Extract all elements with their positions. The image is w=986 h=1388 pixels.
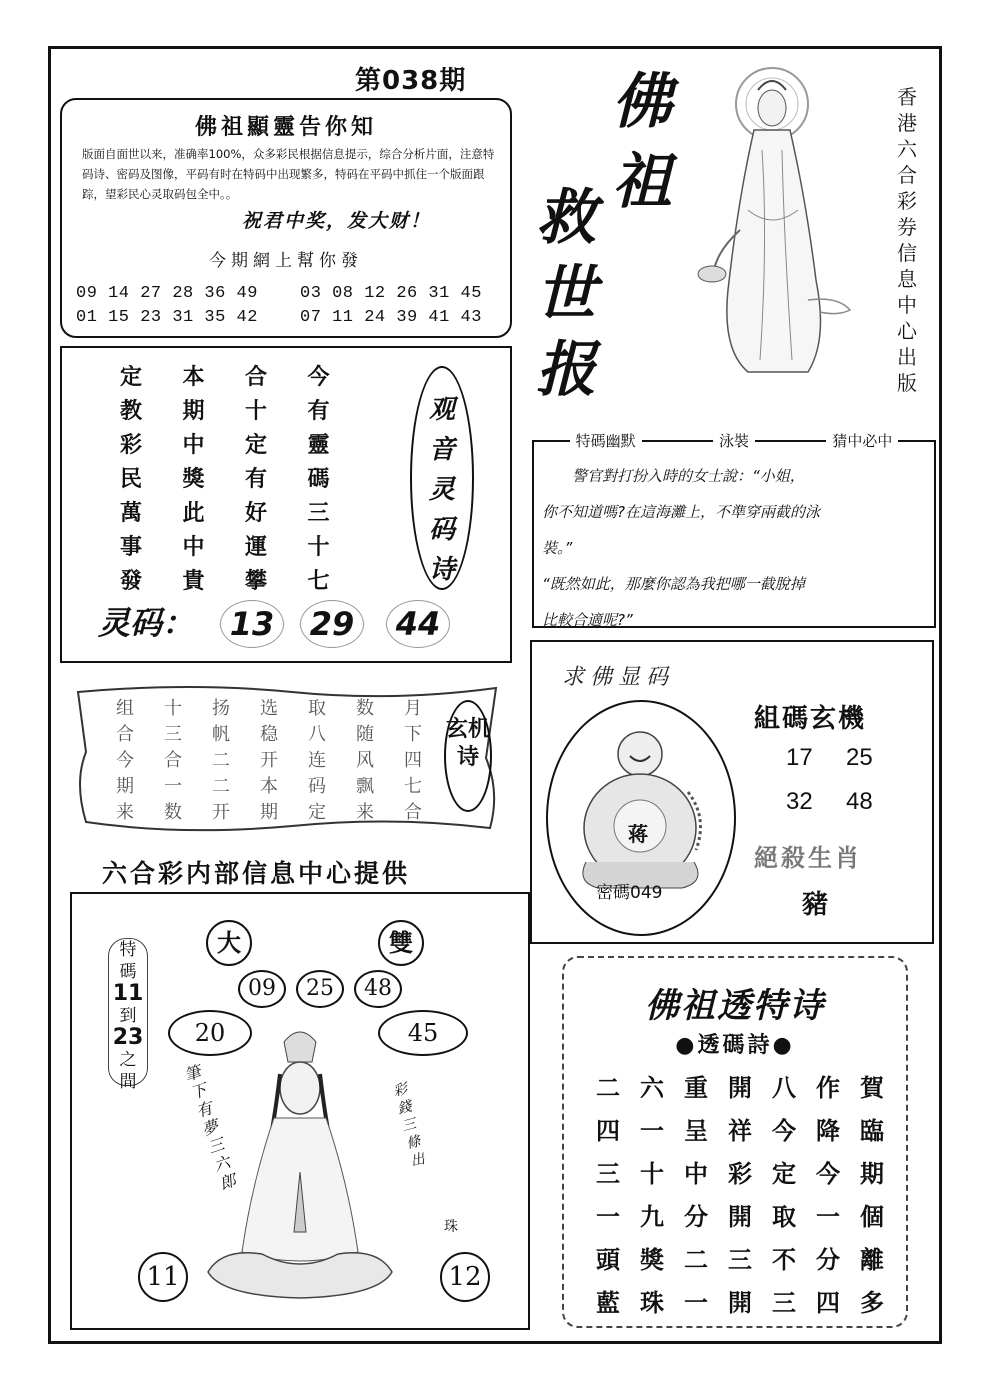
special-poem-char: 彩 bbox=[728, 1160, 752, 1188]
poem-row bbox=[120, 530, 370, 564]
xuanji-char: 取 bbox=[308, 698, 326, 719]
poem-char: 十 bbox=[307, 535, 330, 560]
special-poem-grid bbox=[586, 1068, 894, 1326]
xuanji-char: 一 bbox=[164, 776, 182, 797]
joke-line: 你不知道嗎?在這海灘上，不準穿兩截的泳 bbox=[542, 503, 820, 521]
special-poem-row bbox=[586, 1197, 894, 1240]
special-poem-char: 一 bbox=[684, 1289, 708, 1317]
poem-char: 碼 bbox=[307, 467, 330, 492]
xuanji-char: 连 bbox=[308, 750, 326, 771]
xuanji-char: 选 bbox=[260, 698, 278, 719]
poem-char: 攀 bbox=[245, 569, 268, 594]
special-poem-char: 藍 bbox=[596, 1289, 620, 1317]
special-poem-char: 珠 bbox=[640, 1289, 664, 1317]
special-poem-char: 三 bbox=[728, 1246, 752, 1274]
special-poem-char: 獎 bbox=[640, 1246, 664, 1274]
title-char-5: 报 bbox=[536, 335, 596, 405]
special-poem-char: 祥 bbox=[728, 1117, 752, 1145]
xuanji-char: 今 bbox=[116, 750, 134, 771]
xuanji-oval bbox=[444, 700, 492, 812]
poem-row bbox=[120, 360, 370, 394]
lingma-number: 44 bbox=[386, 600, 450, 648]
special-poem-char: 定 bbox=[772, 1160, 796, 1188]
xuanji-char: 稳 bbox=[260, 724, 278, 745]
lingma-number: 29 bbox=[300, 600, 364, 648]
top-number-circle: 25 bbox=[296, 970, 344, 1008]
numbers-right-1: 03 08 12 26 31 45 bbox=[300, 284, 482, 303]
poem-char: 貴 bbox=[182, 569, 205, 594]
top-number-circle: 48 bbox=[354, 970, 402, 1008]
special-poem-char: 頭 bbox=[596, 1246, 620, 1274]
tema-char: 間 bbox=[119, 1072, 137, 1092]
xuanji-char: 来 bbox=[116, 802, 134, 823]
xuanji-row bbox=[116, 694, 452, 720]
xuanji-char: 二 bbox=[212, 750, 230, 771]
poem-char: 中 bbox=[182, 433, 205, 458]
special-poem-char: 十 bbox=[640, 1160, 664, 1188]
title-char-2: 祖 bbox=[612, 147, 672, 217]
special-poem-row bbox=[586, 1068, 894, 1111]
right-verse: 彩錢三條出 bbox=[391, 1081, 427, 1170]
tema-char: 之 bbox=[119, 1050, 137, 1070]
xuanji-char: 扬 bbox=[212, 698, 230, 719]
left-number-oval: 20 bbox=[168, 1010, 252, 1056]
special-poem-char: 開 bbox=[728, 1289, 752, 1317]
poem-char: 此 bbox=[182, 501, 205, 526]
zuma-title: 組碼玄機 bbox=[754, 704, 867, 734]
special-poem-char: 四 bbox=[596, 1117, 620, 1145]
special-poem-title: 佛祖透特诗 bbox=[645, 986, 825, 1026]
poem-row bbox=[120, 428, 370, 462]
special-poem-char: 一 bbox=[640, 1117, 664, 1145]
xuanji-char: 期 bbox=[116, 776, 134, 797]
buddha-code-box bbox=[530, 640, 934, 944]
special-poem-char: 二 bbox=[596, 1074, 620, 1102]
xuanji-char: 下 bbox=[404, 724, 422, 745]
poem-char: 運 bbox=[245, 535, 268, 560]
info-center-line: 六合彩内部信息中心提供 bbox=[102, 859, 411, 888]
tema-char: 碼 bbox=[119, 962, 137, 982]
xuanji-row bbox=[116, 746, 452, 772]
special-poem-char: 一 bbox=[596, 1203, 620, 1231]
special-poem-char: 六 bbox=[640, 1074, 664, 1102]
special-poem-box bbox=[562, 956, 908, 1328]
right-number-oval: 45 bbox=[378, 1010, 468, 1056]
special-poem-char: 今 bbox=[772, 1117, 796, 1145]
jueshao-label: 絕殺生肖 bbox=[754, 844, 862, 872]
xuanji-char: 四 bbox=[404, 750, 422, 771]
zuma-number: 48 bbox=[846, 788, 873, 815]
xuanji-row bbox=[116, 720, 452, 746]
xuanji-char: 定 bbox=[308, 802, 326, 823]
joke-text bbox=[542, 458, 928, 638]
maitreya-illustration bbox=[568, 722, 714, 892]
xuanji-char: 开 bbox=[260, 750, 278, 771]
special-poem-char: 期 bbox=[860, 1160, 884, 1188]
joke-header-item: 特碼幽默 bbox=[570, 430, 642, 451]
poem-row bbox=[120, 394, 370, 428]
xuanji-char: 十 bbox=[164, 698, 182, 719]
zuma-number: 17 bbox=[786, 744, 813, 771]
special-poem-char: 重 bbox=[684, 1074, 708, 1102]
numbers-right-2: 07 11 24 39 41 43 bbox=[300, 308, 482, 327]
xuanji-scroll bbox=[72, 682, 502, 832]
poem-char: 定 bbox=[245, 433, 268, 458]
xuanji-char: 八 bbox=[308, 724, 326, 745]
top-number-circle: 09 bbox=[238, 970, 286, 1008]
publisher-vertical-text: 香港六合彩券信息中心出版 bbox=[897, 85, 917, 395]
poem-char: 本 bbox=[182, 365, 205, 390]
joke-line: 裝。” bbox=[542, 539, 573, 557]
poem-grid bbox=[120, 360, 370, 598]
special-poem-char: 今 bbox=[816, 1160, 840, 1188]
intro-box bbox=[60, 98, 512, 338]
poem-char: 好 bbox=[245, 501, 268, 526]
joke-header bbox=[534, 430, 934, 451]
tema-to: 23 bbox=[112, 1025, 144, 1050]
poem-char: 萬 bbox=[120, 501, 143, 526]
xuanji-row bbox=[116, 798, 452, 824]
zodiac-pig: 豬 bbox=[802, 890, 829, 920]
poem-char: 定 bbox=[120, 365, 143, 390]
tema-char: 特 bbox=[119, 940, 137, 960]
poem-char: 今 bbox=[307, 365, 330, 390]
special-poem-char: 呈 bbox=[684, 1117, 708, 1145]
poem-char: 七 bbox=[307, 569, 330, 594]
poem-char: 彩 bbox=[120, 433, 143, 458]
joke-line: 警官對打扮入時的女士說：“小姐， bbox=[572, 467, 805, 485]
xuanji-char: 期 bbox=[260, 802, 278, 823]
tema-from: 11 bbox=[112, 981, 144, 1006]
special-poem-char: 不 bbox=[772, 1246, 796, 1274]
joke-box bbox=[532, 432, 936, 629]
zuma-number: 25 bbox=[846, 744, 873, 771]
xuanji-char: 三 bbox=[164, 724, 182, 745]
special-poem-char: 降 bbox=[816, 1117, 840, 1145]
special-poem-char: 取 bbox=[772, 1203, 796, 1231]
intro-subtitle: 今期網上幫你發 bbox=[209, 251, 363, 271]
special-poem-char: 個 bbox=[860, 1203, 884, 1231]
big-circle: 大 bbox=[206, 920, 252, 966]
xuanji-char: 随 bbox=[356, 724, 374, 745]
bottom-left-number-circle: 11 bbox=[138, 1252, 188, 1302]
xuanji-char: 合 bbox=[404, 802, 422, 823]
mima-text: 密碼049 bbox=[596, 883, 663, 903]
special-poem-row bbox=[586, 1154, 894, 1197]
xuanji-char: 数 bbox=[164, 802, 182, 823]
lingma-label: 灵码： bbox=[98, 604, 195, 642]
poem-row bbox=[120, 496, 370, 530]
special-poem-char: 四 bbox=[816, 1289, 840, 1317]
xuanji-title: 玄机诗 bbox=[446, 717, 491, 770]
joke-line: “既然如此，那麼你認為我把哪一截脫掉 bbox=[542, 575, 805, 593]
special-poem-char: 分 bbox=[816, 1246, 840, 1274]
guanyin-standing-illustration bbox=[688, 60, 856, 382]
seal-character: 蒋 bbox=[628, 822, 648, 846]
poem-box bbox=[60, 346, 512, 663]
xuanji-char: 风 bbox=[356, 750, 374, 771]
xuanji-char: 二 bbox=[212, 776, 230, 797]
poem-char: 靈 bbox=[307, 433, 330, 458]
special-poem-char: 一 bbox=[816, 1203, 840, 1231]
poem-char: 期 bbox=[182, 399, 205, 424]
special-poem-subtitle: ●透碼詩● bbox=[675, 1033, 795, 1058]
poem-char: 事 bbox=[120, 535, 143, 560]
lingma-number: 13 bbox=[220, 600, 284, 648]
intro-title: 佛祖顯靈告你知 bbox=[194, 115, 377, 140]
issue-number: 第038期 bbox=[355, 66, 467, 96]
poem-char: 有 bbox=[307, 399, 330, 424]
xuanji-char: 本 bbox=[260, 776, 278, 797]
title-char-4: 世 bbox=[536, 259, 596, 329]
special-poem-char: 賀 bbox=[860, 1074, 884, 1102]
double-circle: 雙 bbox=[378, 920, 424, 966]
joke-header-item: 泳裝 bbox=[713, 430, 755, 451]
intro-body: 版面自面世以来，准确率100%，众多彩民根据信息提示，综合分析片面，注意特码诗、密码及图像，平码有时在特码中出现繁多，特码在平码中抓住一个版面跟踪，望彩民心灵取码包全中。。 bbox=[82, 147, 495, 201]
guanyin-poem-oval bbox=[410, 366, 474, 590]
xuanji-grid bbox=[116, 694, 452, 824]
zuma-number: 32 bbox=[786, 788, 813, 815]
title-char-3: 救 bbox=[536, 183, 596, 253]
guanyin-poem-title: 观音灵码诗 bbox=[428, 395, 455, 585]
poem-char: 獎 bbox=[182, 467, 205, 492]
poem-char: 發 bbox=[120, 569, 143, 594]
special-poem-char: 三 bbox=[596, 1160, 620, 1188]
right-verse-end: 珠 bbox=[444, 1219, 458, 1235]
special-poem-char: 八 bbox=[772, 1074, 796, 1102]
special-poem-char: 開 bbox=[728, 1074, 752, 1102]
xuanji-char: 帆 bbox=[212, 724, 230, 745]
xuanji-char: 数 bbox=[356, 698, 374, 719]
poem-row bbox=[120, 564, 370, 598]
xuanji-char: 码 bbox=[308, 776, 326, 797]
special-poem-char: 分 bbox=[684, 1203, 708, 1231]
xuanji-char: 组 bbox=[116, 698, 134, 719]
xuanji-char: 飘 bbox=[356, 776, 374, 797]
special-poem-char: 中 bbox=[684, 1160, 708, 1188]
numbers-left-2: 01 15 23 31 35 42 bbox=[76, 308, 258, 327]
special-poem-char: 九 bbox=[640, 1203, 664, 1231]
joke-line: 比較合適呢?” bbox=[542, 611, 633, 629]
xuanji-char: 合 bbox=[164, 750, 182, 771]
buddha-code-title: 求佛显码 bbox=[562, 665, 675, 690]
xuanji-char: 来 bbox=[356, 802, 374, 823]
poem-char: 十 bbox=[245, 399, 268, 424]
tema-char: 到 bbox=[119, 1006, 137, 1026]
poem-char: 有 bbox=[245, 467, 268, 492]
special-poem-char: 作 bbox=[816, 1074, 840, 1102]
special-poem-row bbox=[586, 1283, 894, 1326]
special-poem-char: 臨 bbox=[860, 1117, 884, 1145]
numbers-left-1: 09 14 27 28 36 49 bbox=[76, 284, 258, 303]
left-verse: 筆下有夢三六郎 bbox=[182, 1062, 239, 1194]
intro-wish: 祝君中奖，发大财！ bbox=[242, 210, 432, 232]
special-poem-char: 三 bbox=[772, 1289, 796, 1317]
special-poem-row bbox=[586, 1111, 894, 1154]
xuanji-char: 合 bbox=[116, 724, 134, 745]
xuanji-char: 七 bbox=[404, 776, 422, 797]
xuanji-char: 开 bbox=[212, 802, 230, 823]
special-poem-char: 二 bbox=[684, 1246, 708, 1274]
poem-char: 中 bbox=[182, 535, 205, 560]
bottom-right-number-circle: 12 bbox=[440, 1252, 490, 1302]
tema-range-capsule bbox=[108, 938, 148, 1092]
special-poem-row bbox=[586, 1240, 894, 1283]
poem-row bbox=[120, 462, 370, 496]
xuanji-row bbox=[116, 772, 452, 798]
xuanji-char: 月 bbox=[404, 698, 422, 719]
poem-char: 教 bbox=[120, 399, 143, 424]
joke-header-item: 猜中必中 bbox=[826, 430, 898, 451]
poem-char: 三 bbox=[307, 501, 330, 526]
title-char-1: 佛 bbox=[612, 67, 672, 137]
special-code-box bbox=[70, 892, 530, 1330]
poem-char: 合 bbox=[245, 365, 268, 390]
special-poem-char: 開 bbox=[728, 1203, 752, 1231]
poem-char: 民 bbox=[120, 467, 143, 492]
special-poem-char: 離 bbox=[860, 1246, 884, 1274]
special-poem-char: 多 bbox=[860, 1289, 884, 1317]
